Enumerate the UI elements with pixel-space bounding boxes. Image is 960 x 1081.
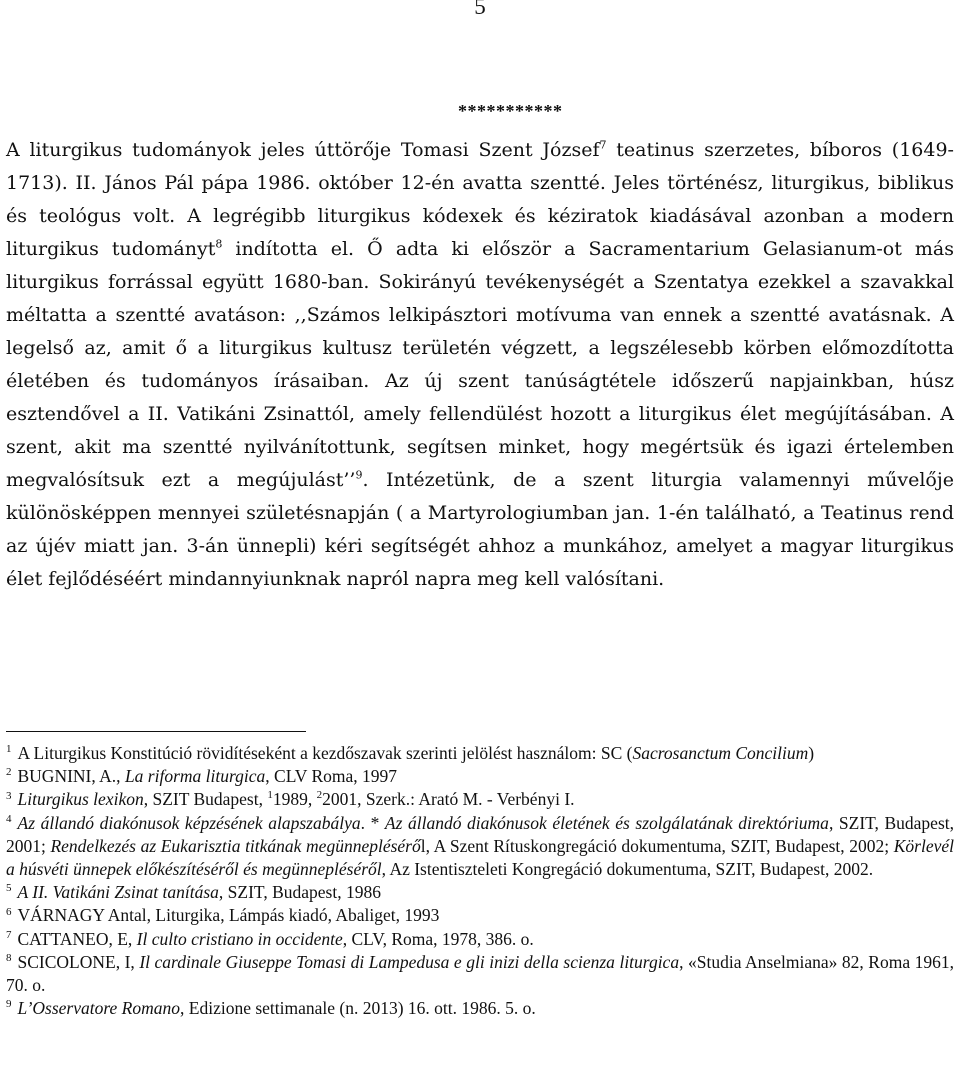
footnote-text: , Edizione settimanale (n. 2013) 16. ott. 1986. 5. o. [180, 998, 536, 1019]
footnote-number: 4 [6, 812, 12, 825]
footnote-number: 9 [6, 998, 12, 1011]
footnote-text: CATTANEO, E, [17, 928, 137, 949]
footnote-number: 7 [6, 928, 12, 941]
footnote-number: 5 [6, 882, 12, 895]
footnote [6, 904, 954, 927]
footnote-title: Sacrosanctum Concilium [632, 743, 809, 763]
footnote-text: l, A Szent Rítuskongregáció dokumentuma, SZIT, Budapest, 2002; [420, 835, 894, 856]
footnote-number: 1 [6, 743, 12, 756]
footnotes [6, 742, 954, 1020]
footnote [6, 951, 954, 997]
footnote [6, 788, 954, 811]
footnote-title: Il culto cristiano in occidente [136, 928, 343, 949]
footnote [6, 928, 954, 951]
footnote-ref[interactable]: 7 [599, 138, 607, 152]
footnote-title: A II. Vatikáni Zsinat tanítása [17, 882, 219, 903]
section-separator: *********** [458, 101, 563, 121]
footnote-text: , SZIT, Budapest, 1986 [218, 882, 381, 903]
edition-superscript: 1 [267, 789, 273, 802]
footnote-title: Az állandó diakónusok képzésének alapszabálya [17, 812, 361, 833]
footnote-text: , SZIT, Budapest, 2001; [6, 812, 954, 856]
footnote [6, 881, 954, 904]
footnote-text: , CLV Roma, 1997 [265, 766, 398, 787]
footnote-divider [6, 731, 306, 732]
footnote-text: ) [808, 743, 815, 763]
footnote-title: Il cardinale Giuseppe Tomasi di Lampedusa e gli inizi della scienza liturgica [139, 951, 680, 972]
footnote-text: 2001, Szerk.: Arató M. - Verbényi I. [322, 789, 575, 810]
footnote-text: A Liturgikus Konstitúció rövidítéseként a kezdőszavak szerinti jelölést használom: SC ( [17, 743, 633, 763]
footnote-text: , CLV, Roma, 1978, 386. o. [342, 928, 534, 949]
body-paragraph [6, 134, 954, 596]
footnote [6, 742, 954, 765]
edition-superscript: 2 [316, 789, 323, 802]
body-text-part: indította el. Ő adta ki először a Sacramentarium Gelasianum-ot más liturgikus forrással együtt 1680-ban. Sokirányú tevékenységét a Szentatya ezekkel a szavakkal méltatta a szentté avatáson: ,,Számos lelkipásztori motívuma van ennek a szentté avatásnak. A legelső az, amit ő a liturgikus kultusz területén végzett, a legszélesebb körben előmozdította életében és tudományos írásaiban. Az új szent tanúságtétele időszerű napjainkban, húsz esztendővel a II. Vatikáni Zsinattól, amely fellendülést hozott a liturgikus élet megújításában. A szent, akit ma szentté nyilvánítottunk, segítsen minket, hogy megértsük és igazi értelemben megvalósítsuk ezt a megújulást’’ [6, 238, 954, 491]
body-text-part: teatinus szerzetes, bíboros (1649-1713). II. János Pál pápa 1986. október 12-én avatta szentté. Jeles történész, liturgikus, biblikus és teológus volt. A legrégibb liturgikus kódexek és kéziratok kiadásával azonban a modern liturgikus tudományt [6, 139, 954, 260]
footnote-text: SCICOLONE, I, [17, 951, 140, 972]
footnote-text: VÁRNAGY Antal, Liturgika, Lámpás kiadó, Abaliget, 1993 [17, 905, 440, 926]
footnote-text: , Az Istentiszteleti Kongregáció dokumentuma, SZIT, Budapest, 2002. [381, 859, 874, 880]
footnote-title: Rendelkezés az Eukarisztia titkának megünneplésérő [50, 835, 421, 856]
footnote-number: 3 [6, 789, 12, 802]
footnote-title: L’Osservatore Romano [17, 998, 181, 1019]
footnote [6, 997, 954, 1020]
footnote-text: . * [360, 812, 385, 833]
page-number: 5 [474, 0, 486, 19]
footnote-number: 8 [6, 952, 12, 964]
footnote-title: Körlevél a húsvéti ünnepek előkészítéséről és megünnepléséről [6, 835, 954, 880]
footnote-ref[interactable]: 8 [215, 237, 223, 251]
footnote-title: Az állandó diakónusok életének és szolgálatának direktóriuma [384, 812, 829, 833]
footnote-number: 6 [6, 905, 12, 918]
footnote-text: 1989, [272, 789, 317, 810]
footnote-ref[interactable]: 9 [355, 468, 363, 482]
footnote-text: , SZIT Budapest, [143, 789, 268, 810]
footnote-title: Liturgikus lexikon [17, 789, 144, 810]
footnote [6, 765, 954, 788]
body-text-part: . Intézetünk, de a szent liturgia valamennyi művelője különösképpen mennyei születésnapján ( a Martyrologiumban jan. 1-én található, a Teatinus rend az újév miatt jan. 3-án ünnepli) kéri segítségét ahhoz a munkához, amelyet a magyar liturgikus élet fejlődéséért mindannyiunknak napról napra meg kell valósítani. [6, 469, 954, 590]
body-text-part: A liturgikus tudományok jeles úttörője Tomasi Szent József [6, 139, 600, 161]
footnote-number: 2 [6, 766, 12, 779]
footnote-title: La riforma liturgica [124, 766, 266, 787]
footnote-text: BUGNINI, A., [17, 766, 125, 787]
footnote-text: , «Studia Anselmiana» 82, Roma 1961, 70. o. [6, 951, 954, 996]
footnote [6, 812, 954, 882]
